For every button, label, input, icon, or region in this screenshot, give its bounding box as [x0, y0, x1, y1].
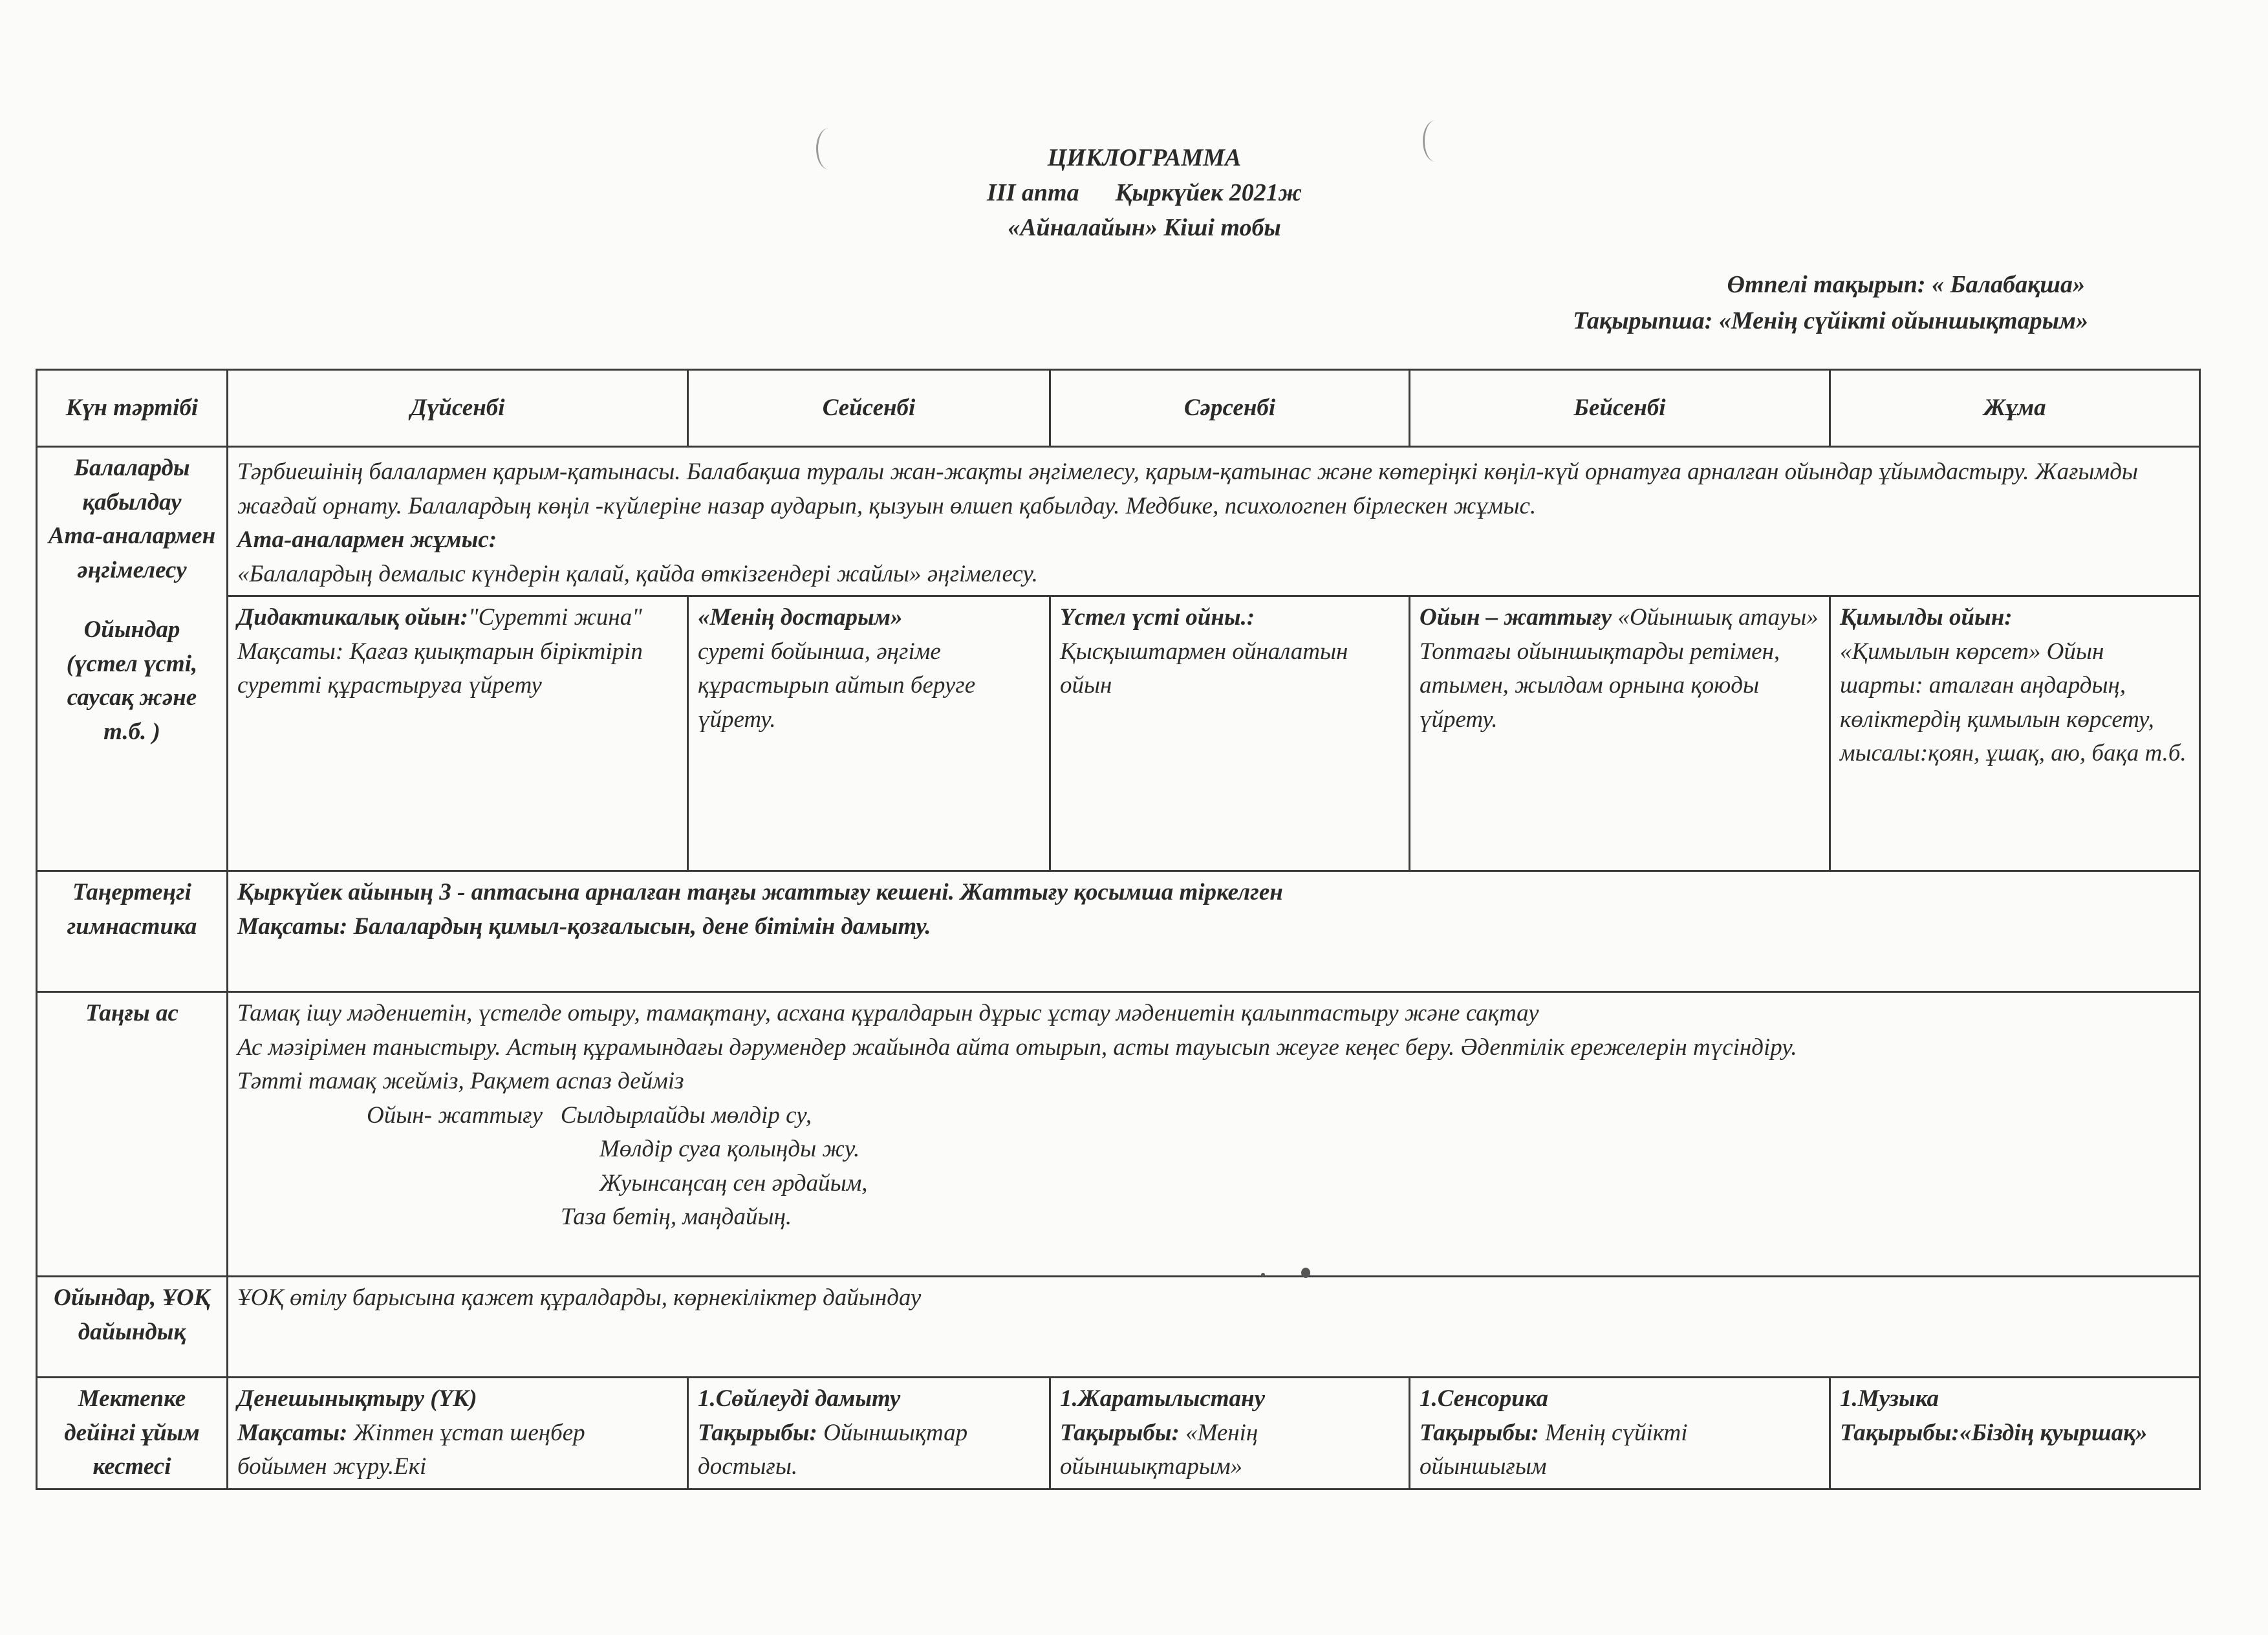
poem-line: Жуынсаңсаң сен әрдайым, [599, 1169, 868, 1196]
scan-speck [1301, 1268, 1310, 1278]
reception-text-cell [228, 447, 2200, 596]
table-header-row [37, 370, 2200, 447]
column-header: Күн тәртібі [37, 370, 228, 447]
game-cell-monday: Дидактикалық ойын:"Суретті жина" Мақсаты: Қағаз қиықтарын біріктіріп суретті құрастыруға үйрету [228, 596, 688, 871]
schedule-cell-wednesday: 1.Жаратылыстану Тақырыбы: «Менің ойыншықтарым» [1050, 1378, 1410, 1489]
column-header: Бейсенбі [1410, 370, 1830, 447]
gymnastics-goal: Мақсаты: Балалардың қимыл-қозғалысын, дене бітімін дамыту. [237, 913, 931, 940]
table-row [37, 447, 2200, 596]
schedule-cell-tuesday: 1.Сөйлеуді дамыту Тақырыбы: Ойыншықтар достығы. [688, 1378, 1050, 1489]
table-row [37, 596, 2200, 871]
prep-cell: ҰОҚ өтілу барысына қажет құралдарды, көрнекіліктер дайындау [228, 1277, 2200, 1378]
subtheme: Тақырыпша: «Менің сүйікті ойыншықтарым» [1573, 307, 2088, 334]
row-label-breakfast: Таңғы ас [37, 992, 228, 1277]
table-row [37, 871, 2200, 992]
week-and-month [10, 179, 2268, 208]
column-header: Дүйсенбі [228, 370, 688, 447]
month-label: Қыркүйек 2021ж [1115, 179, 1302, 206]
document-title: ЦИКЛОГРАММА [1047, 144, 1242, 171]
cyclogram-table [36, 369, 2201, 1490]
game-cell-tuesday: «Менің достарым» суреті бойынша, әңгіме құрастырып айтып беруге үйрету. [688, 596, 1050, 871]
poem-line: Ойын- жаттығу Сылдырлайды мөлдір су, [367, 1101, 812, 1129]
parents-title: Ата-аналармен жұмыс: [237, 526, 497, 554]
reception-text: Тәрбиешінің балалармен қарым-қатынасы. Балабақша туралы жан-жақты әңгімелесу, қарым-қатынас және көтеріңкі көңіл-күй орнатуға арналған ойындар ұйымдастыру. Жағымды жағдай орнату. Балалардың көңіл -күйлеріне назар аударып, қызуын өлшеп қабылдау. Медбике, психологпен бірлескен жұмыс. [237, 459, 2138, 519]
breakfast-cell: Тамақ ішу мәдениетін, үстелде отыру, тамақтану, асхана құралдарын дұрыс ұстау мәдениетін қалыптастыру және сақтау Ас мәзірімен таныстыру. Астың құрамындағы дәрумендер жайында айта отырып, асты тауысып жеуге кеңес беру. Әдептілік ережелерін түсіндіру. Тәтті тамақ жейміз, Рақмет аспаз дейміз Ойын- жаттығу Сылдырлайды мөлдір су, Мөлдір суға қолыңды жу. Жуынсаңсаң сен әрдайым, Таза бетің, маңдайың. [228, 992, 2200, 1277]
gymnastics-cell [228, 871, 2200, 992]
game-cell-friday: Қимылды ойын: «Қимылын көрсет» Ойын шарты: аталған аңдардың, көліктердің қимылын көрсету, мысалы:қоян, ұшақ, аю, бақа т.б. [1830, 596, 2200, 871]
poem-line: Таза бетің, маңдайың. [561, 1204, 792, 1231]
game-cell-thursday: Ойын – жаттығу «Ойыншық атауы» Топтағы ойыншықтарды ретімен, атымен, жылдам орнына қоюды үйрету. [1410, 596, 1830, 871]
column-header: Жұма [1830, 370, 2200, 447]
scan-speck [1261, 1273, 1265, 1277]
schedule-cell-monday: Денешынықтыру (ҮК) Мақсаты: Жіптен ұстап шеңбер бойымен жүру.Екі [228, 1378, 688, 1489]
parents-text: «Балалардың демалыс күндерін қалай, қайда өткізгендері жайлы» әңгімелесу. [237, 560, 1038, 587]
column-header: Сәрсенбі [1050, 370, 1410, 447]
row-label-reception: Балаларды қабылдау Ата-аналармен әңгімелесу Ойындар (үстел үсті, саусақ және т.б. ) [37, 447, 228, 871]
column-header: Сейсенбі [688, 370, 1050, 447]
table-row [37, 1277, 2200, 1378]
poem-line: Мөлдір суға қолыңды жу. [599, 1136, 860, 1163]
row-label-schedule: Мектепке дейінгі ұйым кестесі [37, 1378, 228, 1489]
schedule-cell-thursday: 1.Сенсорика Тақырыбы: Менің сүйікті ойыншығым [1410, 1378, 1830, 1489]
table-row [37, 992, 2200, 1277]
table-row [37, 1378, 2200, 1489]
group-name: «Айналайын» Кіші тобы [1008, 214, 1281, 241]
schedule-cell-friday: 1.Музыка Тақырыбы:«Біздің қуыршақ» [1830, 1378, 2200, 1489]
row-label-prep: Ойындар, ҰОҚ дайындық [37, 1277, 228, 1378]
row-label-gymnastics: Таңертеңгі гимнастика [37, 871, 228, 992]
week-label: ІІІ апта [987, 179, 1079, 206]
gymnastics-line: Қыркүйек айының 3 - аптасына арналған таңғы жаттығу кешені. Жаттығу қосымша тіркелген [237, 879, 1283, 906]
transition-theme: Өтпелі тақырып: « Балабақша» [1727, 271, 2085, 298]
game-cell-wednesday: Үстел үсті ойны.: Қысқыштармен ойналатын ойын [1050, 596, 1410, 871]
